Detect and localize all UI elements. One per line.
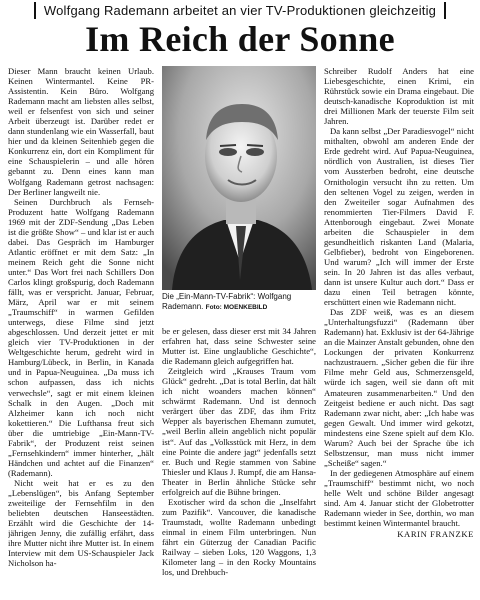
- article-byline: KARIN FRANZKE: [397, 529, 474, 540]
- column-3-paragraph: Das ZDF weiß, was es an diesem „Unterhaltungsfuzzi“ (Rademann über Rademann) hat. Exklusiv ist der 64-Jährige an die Mainzer Anstalt gebunden, ohne den Lockungen der privaten Konkurrenz nachzustrauern. „Sicher geben die für ihre Filme mehr Geld aus, Schmerzensgeld, würde ich sagen, weil sie dann oft mit Amateuren zusammenarbeiten.“ Und den Zeitgeist bediene er auch nicht. Das sagt Rademann zwar nicht, aber: „Ich habe was gegen Gewalt. Und immer wird gekotzt, mindestens eine Szene spielt auf dem Klo. Warum? Auch bei der Sprache übe ich Selbstzensur, man muss nicht immer „Scheiße“ sagen.“: [324, 307, 474, 468]
- column-2-paragraph: be er gelesen, dass dieser erst mit 34 Jahren erfahren hat, dass seine Schwester seine Mutter ist. Eine unglaubliche Geschichte“, die Rademann gleich aufgegriffen hat.: [162, 326, 316, 367]
- portrait-image: [162, 66, 316, 290]
- column-1-paragraph: Nicht weit hat er es zu den „Lebenslügen“, bis Anfang September zweiteilige der Fernsehfilm in den beliebten deutschen Hanseestädten. Erzählt wird die Geschichte der 14-jährigen Jenny, die zufällig erfährt, dass ihre Mutter nicht ihre Mutter ist. In einem Interview mit dem US-Schauspieler Jack Nicholson ha-: [8, 477, 154, 569]
- article-column-2: [162, 326, 316, 596]
- column-3-paragraph: In der gediegenen Atmosphäre auf einem „Traumschiff“ bestimmt nicht, wo noch helle Welt und schöne Bilder angesagt sind. Am 4. Januar sticht der Globetrotter Rademann wieder in See, dorthin, wo man bestimmt keinen Wintermantel braucht.: [324, 467, 474, 529]
- kicker-bar: [6, 0, 474, 18]
- column-1-paragraph: Dieser Mann braucht keinen Urlaub. Keinen Wintermantel. Keine PR-Assistentin. Kein Büro. Wolfgang Rademann macht am liebsten alles selbst, weil er felsenfest von sich und seiner Arbeit überzeugt ist. Darüber redet er dann stundenlang wie ein Wasserfall, baut hier und da kleinen Seitenhieb gegen die Konkurrenz ein, dort ein Kompliment für eine Schauspielerin – und alle hören gebannt zu. Denn eines kann man Wolfgang Rademann getrost nachsagen: Der Berliner langweilt nie.: [8, 66, 154, 197]
- column-1-paragraph: Seinen Durchbruch als Fernseh-Produzent hatte Wolfgang Rademann 1969 mit der ZDF-Sendung „Das Leben ist die größte Show“ – und klar ist er auch dabei. Das Gespräch im Hamburger Atlantic eröffnet er mit dem Satz: „In meinem Reich geht die Sonne nicht unter.“ Das Wort frei nach Schillers Don Carlos klingt großspurig, doch Rademann fällt, was er verspricht. Januar, Februar, März, April war er mit seinem „Traumschiff“ in warmen Gefilden unterwegs, diese Filme sind jetzt abgeschlossen. Und derzeit jettet er mit gleich vier TV-Produktionen in der Weltgeschichte herum, gedreht wird in Hamburg/Lübeck, in Berlin, in Kanada und in Papua-Neuguinea. „Da muss ich schon aufpassen, dass ich nichts verwechsle“, sagt er mit einem kleinen Schalk in den Augen. „Doch mit Alzheimer kann ich noch nicht kokettieren.“ Die Lufthansa freut sich über die umtriebige „Ein-Mann-TV-Fabrik“, der Produzent reist seinen „Fernsehkindern“ immer hinterher, „hält Händchen und achtet auf die Finanzen“ (Rademann).: [8, 196, 154, 478]
- portrait-photo: [162, 66, 316, 290]
- article-headline: Im Reich der Sonne: [85, 19, 395, 59]
- photo-caption-block: [162, 292, 316, 322]
- article-column-3: [324, 66, 474, 596]
- column-2-paragraph: Exotischer wird da schon die „Inselfahrt zum Pazifik“. Vancouver, die kanadische Traumstadt, wollte Rademann unbedingt einmal in einem Film unterbringen. Nun fährt ein Güterzug der Canadian Pacific Railway – sieben Loks, 120 Waggons, 1,3 Kilometer lang – in den Rocky Mountains los, und Drehbuch-: [162, 496, 316, 578]
- article-column-1: [8, 66, 154, 596]
- article-kicker: Wolfgang Rademann arbeitet an vier TV-Produktionen gleichzeitig: [34, 2, 446, 19]
- column-2-paragraph: Zeitgleich wird „Krauses Traum vom Glück“ gedreht. „Dat is total Berlin, dat hält ich nicht woanders machen können“ schwärmt Rademann. Und ist dennoch verärgert über das ZDF, das ihm Fritz Wepper als bayerischen Ehemann zumutet, „weil Berlin allein angeblich nicht populär ist“. Auf das „Volksstück mit Herz, in dem eine Pointe die andere jagt“ jedenfalls setzt er. Buch und Regie stammen von Sabine Thiesler und Klaus J. Rumpf, die am Hansa-Theater in Berlin ähnliche Stücke sehr erfolgreich auf die Bühne bringen.: [162, 366, 316, 497]
- photo-caption: Die „Ein-Mann-TV-Fabrik“: Wolfgang Rademann.: [162, 292, 292, 311]
- column-3-paragraph: Schreiber Rudolf Anders hat eine Liebesgeschichte, einen Krimi, ein Rührstück sowie ein Drama eingebaut. Die deutsch-kanadische Koproduktion ist mit drei Millionen Mark der teuerste Film seit Jahren.: [324, 66, 474, 127]
- photo-credit: Foto: MOENKEBILD: [205, 303, 268, 311]
- column-3-paragraph: Da kann selbst „Der Paradiesvogel“ nicht mithalten, obwohl am anderen Ende der Erde gedreht wird. Auf Papua-Neuguinea, nördlich von Australien, ist dieses Tier vom Aussterben bedroht, eine deutsche Ornithologin versucht ihn zu retten. Um den seltenen Vogel zu zeigen, werden in den Zweiteiler sogar Aufnahmen des renommierten Tier-Filmers David F. Attenborough eingebaut. Zwei Monate arbeiten die Schauspieler in dem gesundheitlich riskanten Land (Malaria, Gelbfieber), bedroht von Eingeborenen. Und warum? „Ich will immer der Erste sein. In 20 Jahren ist das alles verbaut, dann ist unsere Kultur auch dort.“ Dass er dazu einen Teil betragen könnte, erschüttert einen wie Rademann nicht.: [324, 126, 474, 308]
